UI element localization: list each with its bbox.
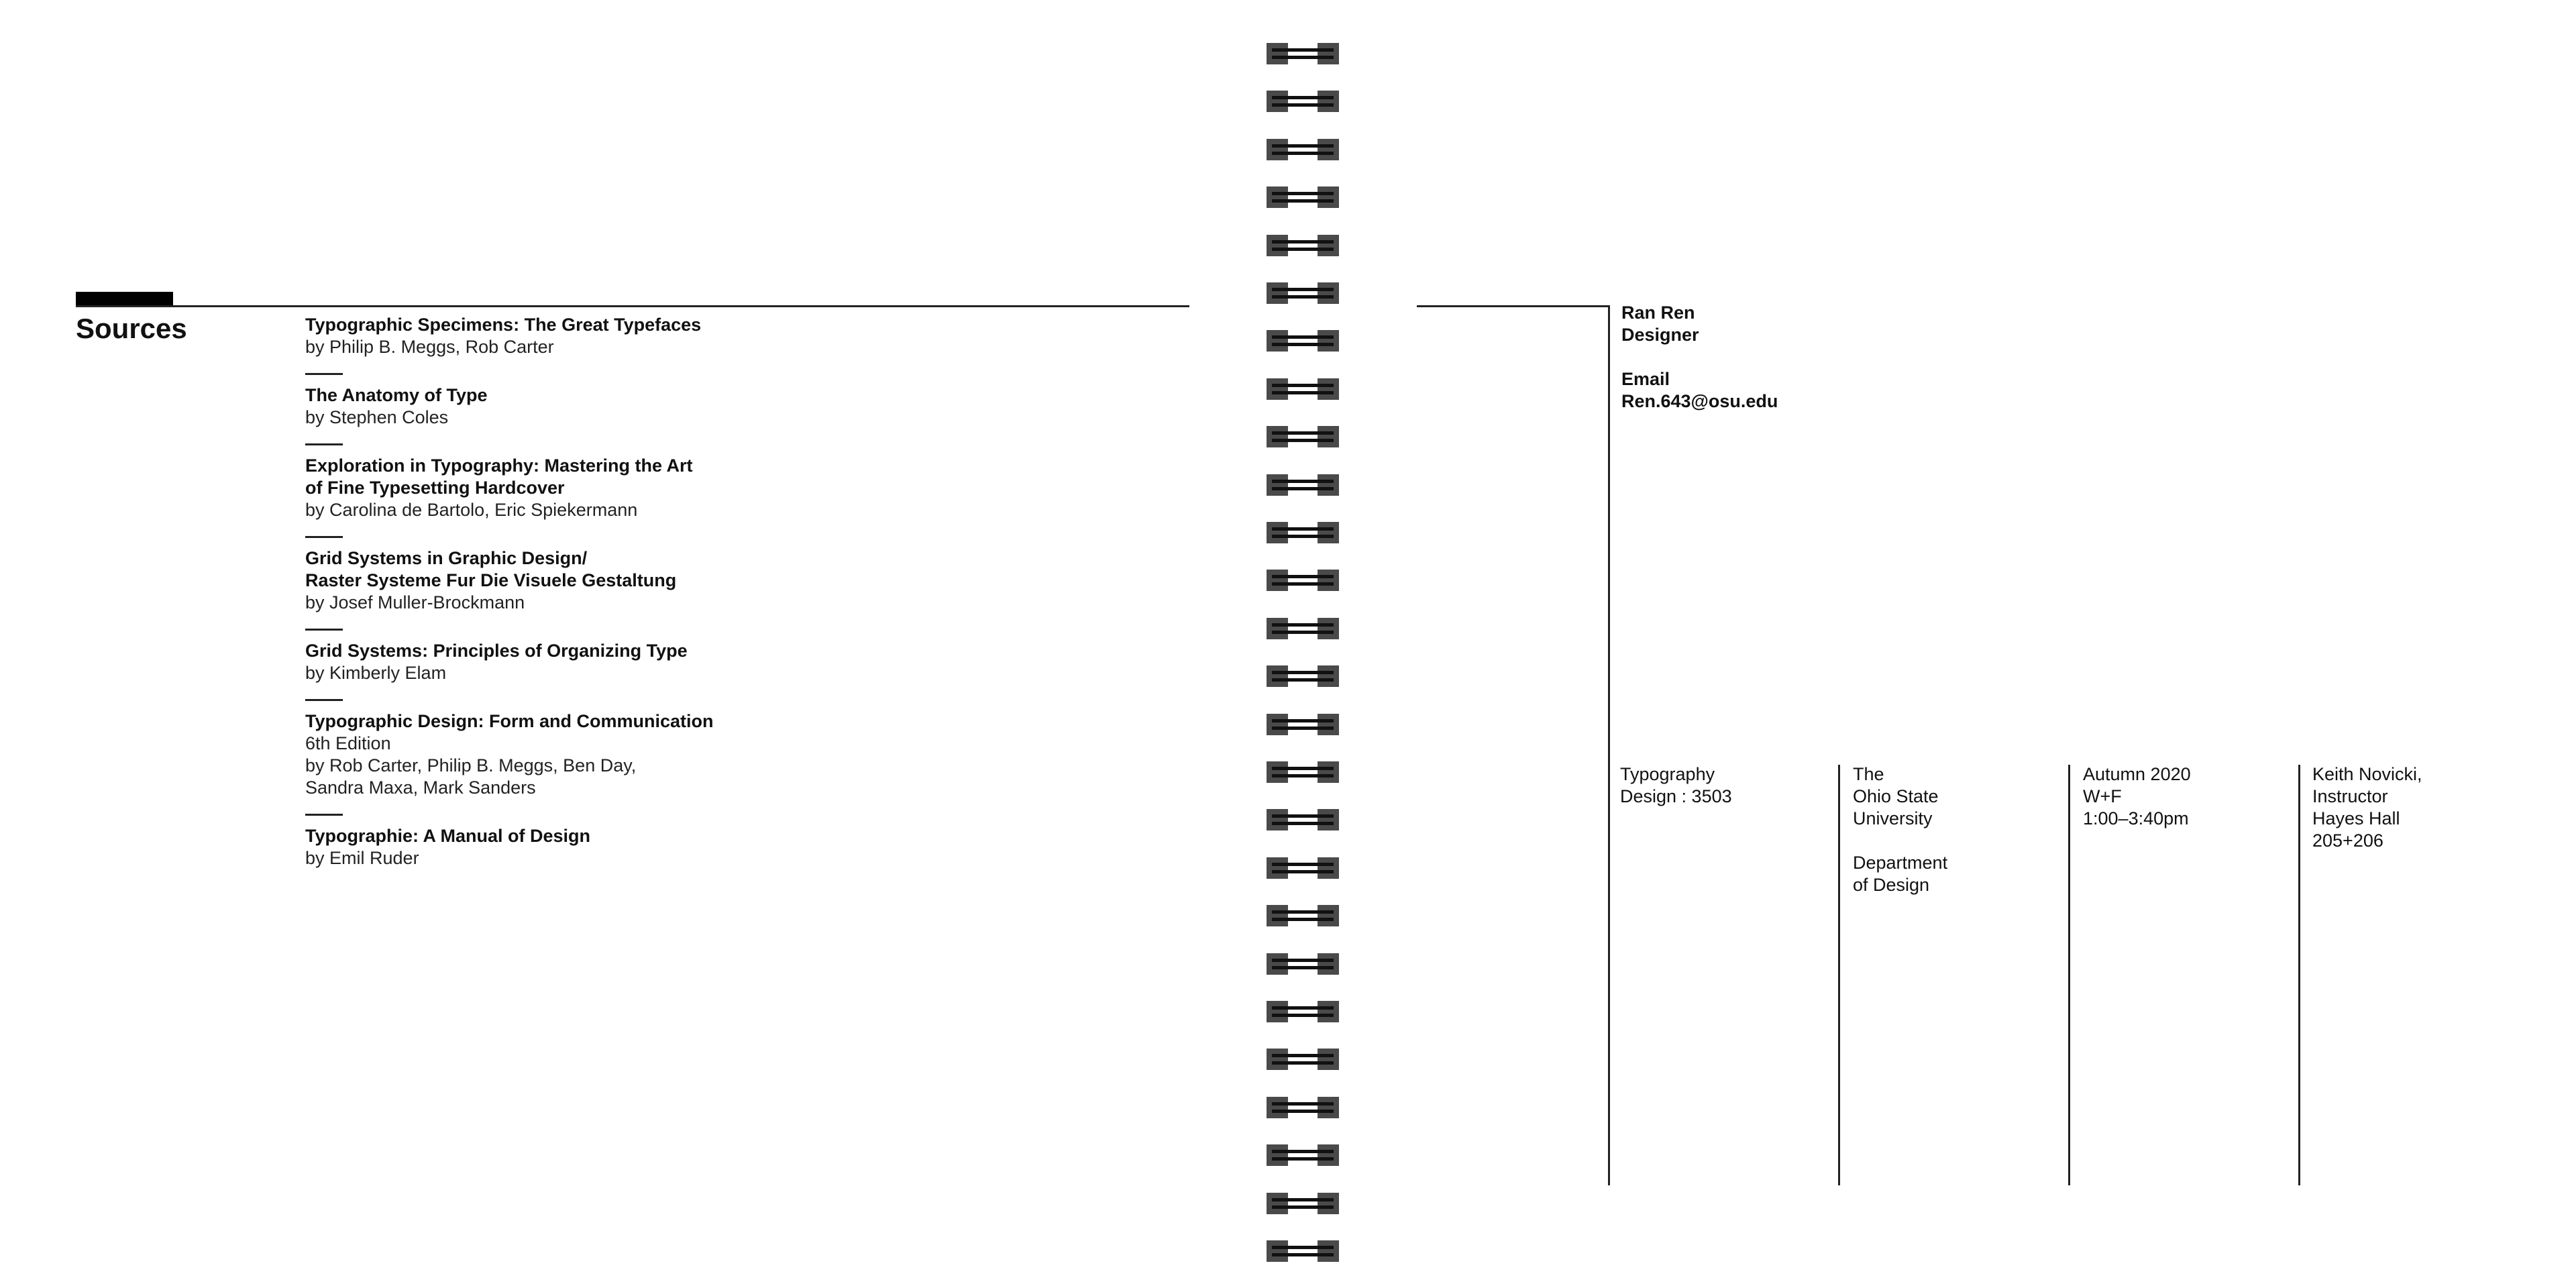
source-title: Grid Systems in Graphic Design/ bbox=[305, 548, 588, 568]
schedule-line: W+F bbox=[2083, 786, 2122, 806]
source-title: Raster Systeme Fur Die Visuele Gestaltung bbox=[305, 570, 677, 590]
spiral-coil bbox=[1263, 378, 1343, 400]
spiral-coil bbox=[1263, 282, 1343, 304]
institution-line: Ohio State bbox=[1853, 786, 1939, 806]
instructor-line: Hayes Hall bbox=[2312, 808, 2400, 828]
email-address[interactable]: Ren.643@osu.edu bbox=[1621, 391, 1778, 411]
spiral-coil bbox=[1263, 1049, 1343, 1070]
source-separator bbox=[305, 814, 343, 816]
column-divider-3 bbox=[2068, 765, 2070, 1185]
source-title: Exploration in Typography: Mastering the Art bbox=[305, 455, 693, 476]
source-item bbox=[305, 629, 1110, 684]
department-line: of Design bbox=[1853, 875, 1930, 895]
spiral-coil bbox=[1263, 1193, 1343, 1214]
designer-role: Designer bbox=[1621, 325, 1699, 345]
instructor-line: Instructor bbox=[2312, 786, 2388, 806]
sources-heading: Sources bbox=[76, 313, 187, 344]
source-title: Typographie: A Manual of Design bbox=[305, 826, 591, 846]
institution-line: University bbox=[1853, 808, 1933, 828]
source-title: The Anatomy of Type bbox=[305, 385, 488, 405]
spiral-binding bbox=[1263, 0, 1343, 1288]
source-detail: 6th Edition bbox=[305, 733, 391, 753]
source-detail: by Philip B. Meggs, Rob Carter bbox=[305, 337, 554, 357]
course-column bbox=[1620, 763, 1835, 808]
spiral-coil bbox=[1263, 43, 1343, 64]
source-item bbox=[305, 373, 1110, 429]
schedule-line: 1:00–3:40pm bbox=[2083, 808, 2189, 828]
source-detail: by Rob Carter, Philip B. Meggs, Ben Day, bbox=[305, 755, 637, 775]
department-line: Department bbox=[1853, 853, 1948, 873]
spiral-coil bbox=[1263, 1144, 1343, 1166]
source-separator bbox=[305, 536, 343, 538]
schedule-column bbox=[2083, 763, 2298, 830]
spiral-coil bbox=[1263, 1001, 1343, 1022]
source-detail: by Stephen Coles bbox=[305, 407, 449, 427]
top-rule-right bbox=[1417, 305, 1610, 307]
source-separator bbox=[305, 629, 343, 631]
source-item bbox=[305, 699, 1110, 799]
top-rule-left bbox=[76, 305, 1189, 307]
source-item bbox=[305, 443, 1110, 521]
source-title: of Fine Typesetting Hardcover bbox=[305, 478, 565, 498]
source-item bbox=[305, 814, 1110, 869]
instructor-column bbox=[2312, 763, 2527, 852]
course-line: Design : 3503 bbox=[1620, 786, 1732, 806]
spiral-coil bbox=[1263, 91, 1343, 112]
spiral-coil bbox=[1263, 1097, 1343, 1118]
source-detail: by Emil Ruder bbox=[305, 848, 419, 868]
source-title: Typographic Specimens: The Great Typefaces bbox=[305, 315, 702, 335]
course-line: Typography bbox=[1620, 764, 1715, 784]
source-detail: Sandra Maxa, Mark Sanders bbox=[305, 777, 536, 798]
source-title: Typographic Design: Form and Communication bbox=[305, 711, 714, 731]
institution-column bbox=[1853, 763, 2068, 896]
source-detail: by Kimberly Elam bbox=[305, 663, 447, 683]
email-label: Email bbox=[1621, 369, 1670, 389]
spiral-coil bbox=[1263, 426, 1343, 447]
sources-list bbox=[305, 314, 1110, 884]
spiral-coil bbox=[1263, 186, 1343, 208]
institution-line: The bbox=[1853, 764, 1884, 784]
spiral-coil bbox=[1263, 905, 1343, 926]
spiral-coil bbox=[1263, 139, 1343, 160]
column-divider-2 bbox=[1838, 765, 1840, 1185]
source-separator bbox=[305, 373, 343, 375]
source-item bbox=[305, 536, 1110, 614]
spiral-coil bbox=[1263, 522, 1343, 543]
spiral-coil bbox=[1263, 570, 1343, 591]
spiral-coil bbox=[1263, 235, 1343, 256]
source-detail: by Carolina de Bartolo, Eric Spiekermann bbox=[305, 500, 638, 520]
designer-contact bbox=[1621, 302, 1778, 413]
spiral-coil bbox=[1263, 474, 1343, 496]
source-title: Grid Systems: Principles of Organizing Type bbox=[305, 641, 688, 661]
instructor-line: 205+206 bbox=[2312, 830, 2383, 851]
spiral-coil bbox=[1263, 761, 1343, 783]
schedule-line: Autumn 2020 bbox=[2083, 764, 2191, 784]
source-item bbox=[305, 314, 1110, 358]
source-separator bbox=[305, 443, 343, 445]
source-detail: by Josef Muller-Brockmann bbox=[305, 592, 525, 612]
section-tab-marker bbox=[76, 292, 173, 307]
column-divider-main bbox=[1608, 305, 1610, 1185]
spiral-coil bbox=[1263, 953, 1343, 975]
instructor-line: Keith Novicki, bbox=[2312, 764, 2422, 784]
spiral-coil bbox=[1263, 857, 1343, 879]
spiral-coil bbox=[1263, 1240, 1343, 1262]
designer-name: Ran Ren bbox=[1621, 303, 1695, 323]
spiral-coil bbox=[1263, 618, 1343, 639]
spiral-coil bbox=[1263, 330, 1343, 352]
spiral-coil bbox=[1263, 665, 1343, 687]
spiral-coil bbox=[1263, 809, 1343, 830]
spiral-coil bbox=[1263, 714, 1343, 735]
column-divider-4 bbox=[2298, 765, 2300, 1185]
source-separator bbox=[305, 699, 343, 701]
